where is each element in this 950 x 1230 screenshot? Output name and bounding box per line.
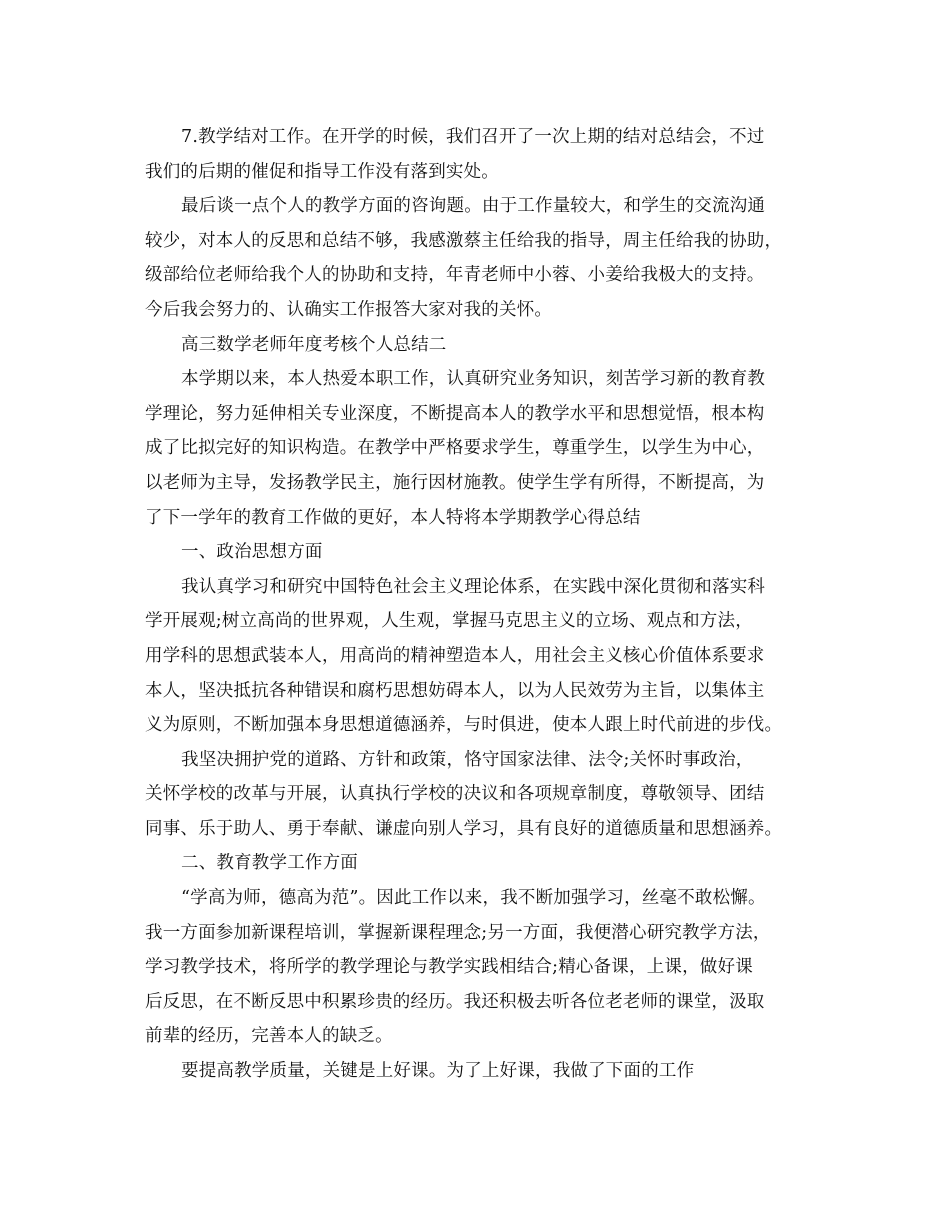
text-line: 本人，坚决抵抗各种错误和腐朽思想妨碍本人，以为人民效劳为主旨，以集体主: [145, 680, 765, 701]
text-line: 学习教学技术，将所学的教学理论与教学实践相结合;精心备课，上课，做好课: [145, 957, 753, 978]
text-line: 关怀学校的改革与开展，认真执行学校的决议和各项规章制度，尊敬领导、团结: [145, 784, 765, 805]
text-line: 二、教育教学工作方面: [181, 853, 358, 874]
text-line: 学理论，努力延伸相关专业深度，不断提高本人的教学水平和思想觉悟，根本构: [145, 403, 765, 424]
text-line: 高三数学老师年度考核个人总结二: [181, 334, 447, 355]
text-line: 最后谈一点个人的教学方面的咨询题。由于工作量较大，和学生的交流沟通: [181, 196, 766, 217]
text-line: 级部给位老师给我个人的协助和支持，年青老师中小蓉、小姜给我极大的支持。: [145, 265, 765, 286]
text-line: 以老师为主导，发扬教学民主，施行因材施教。使学生学有所得，不断提高，为: [145, 472, 765, 493]
text-line: 今后我会努力的、认确实工作报答大家对我的关怀。: [145, 299, 553, 320]
text-line: 同事、乐于助人、勇于奉献、谦虚向别人学习，具有良好的道德质量和思想涵养。: [145, 818, 783, 839]
text-line: 我一方面参加新课程培训，掌握新课程理念;另一方面，我便潜心研究教学方法，: [145, 922, 771, 943]
text-line: 后反思，在不断反思中积累珍贵的经历。我还积极去听各位老老师的课堂，汲取: [145, 991, 765, 1012]
text-line: 一、政治思想方面: [181, 542, 323, 563]
text-line: 我们的后期的催促和指导工作没有落到实处。: [145, 161, 499, 182]
text-line: 7.教学结对工作。在开学的时候，我们召开了一次上期的结对总结会，不过: [181, 127, 765, 147]
text-line: 了下一学年的教育工作做的更好，本人特将本学期教学心得总结: [145, 507, 641, 528]
text-line: 要提高教学质量，关键是上好课。为了上好课，我做了下面的工作: [181, 1061, 695, 1082]
text-line: 用学科的思想武装本人，用高尚的精神塑造本人，用社会主义核心价值体系要求: [145, 645, 765, 666]
text-line: 义为原则，不断加强本身思想道德涵养，与时俱进，使本人跟上时代前进的步伐。: [145, 715, 783, 736]
text-line: 学开展观;树立高尚的世界观，人生观，掌握马克思主义的立场、观点和方法，: [145, 611, 753, 632]
text-line: “学高为师，德高为范”。因此工作以来，我不断加强学习，丝毫不敢松懈。: [181, 888, 766, 909]
text-line: 前辈的经历，完善本人的缺乏。: [145, 1026, 393, 1047]
text-line: 我坚决拥护党的道路、方针和政策，恪守国家法律、法令;关怀时事政治，: [181, 749, 754, 770]
text-line: 较少，对本人的反思和总结不够，我感激蔡主任给我的指导，周主任给我的协助，: [145, 230, 783, 251]
text-line: 我认真学习和研究中国特色社会主义理论体系，在实践中深化贯彻和落实科: [181, 576, 766, 597]
text-line: 本学期以来，本人热爱本职工作，认真研究业务知识，刻苦学习新的教育教: [181, 369, 766, 390]
text-line: 成了比拟完好的知识构造。在教学中严格要求学生，尊重学生，以学生为中心，: [145, 438, 765, 459]
document-body: [145, 120, 815, 1089]
